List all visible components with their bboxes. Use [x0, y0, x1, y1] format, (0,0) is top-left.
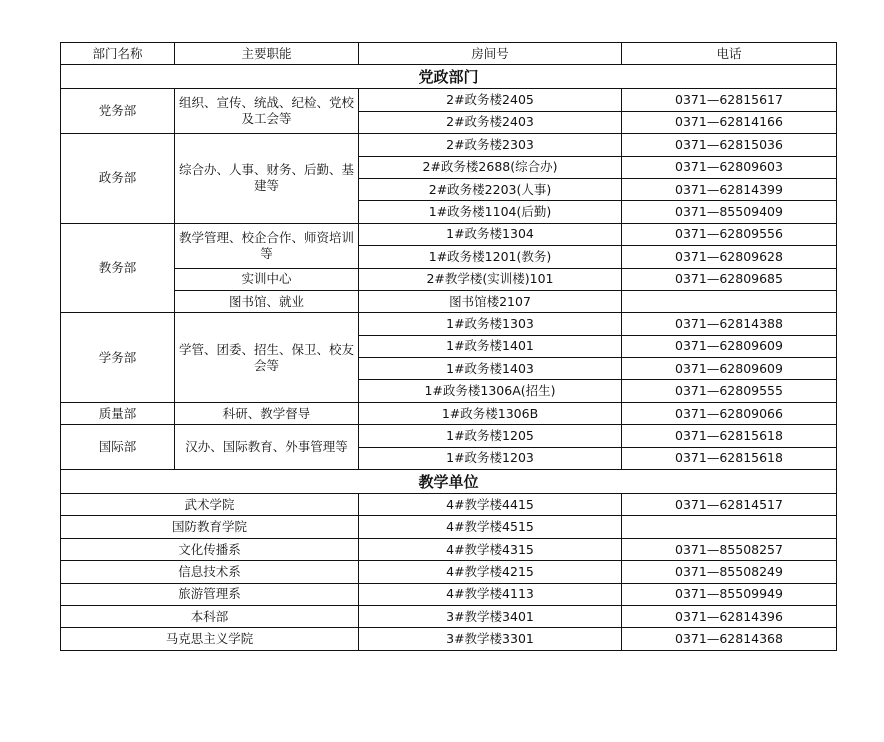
- unit-name: 马克思主义学院: [61, 628, 359, 650]
- unit-name: 武术学院: [61, 494, 359, 516]
- dept-duty: 综合办、人事、财务、后勤、基建等: [175, 134, 359, 224]
- header-phone: 电话: [622, 43, 837, 65]
- dept-name: 政务部: [61, 134, 175, 224]
- table-row: [61, 561, 837, 583]
- phone-cell: 0371—62814399: [622, 178, 837, 200]
- phone-cell: 0371—85509949: [622, 583, 837, 605]
- room-cell: 1#政务楼1303: [359, 313, 622, 335]
- room-cell: 1#政务楼1205: [359, 425, 622, 447]
- phone-cell: 0371—85509409: [622, 201, 837, 223]
- table-row: [61, 583, 837, 605]
- phone-cell: [622, 516, 837, 538]
- phone-cell: 0371—62815618: [622, 425, 837, 447]
- room-cell: 4#教学楼4215: [359, 561, 622, 583]
- phone-cell: [622, 290, 837, 312]
- dept-duty: 图书馆、就业: [175, 290, 359, 312]
- unit-name: 文化传播系: [61, 538, 359, 560]
- room-cell: 4#教学楼4113: [359, 583, 622, 605]
- phone-cell: 0371—62814368: [622, 628, 837, 650]
- table-row: [61, 605, 837, 627]
- phone-cell: 0371—62814517: [622, 494, 837, 516]
- dept-name: 党务部: [61, 89, 175, 134]
- phone-cell: 0371—62815618: [622, 447, 837, 469]
- dept-name: 国际部: [61, 425, 175, 470]
- dept-duty: 实训中心: [175, 268, 359, 290]
- table-row: [61, 494, 837, 516]
- phone-cell: 0371—62809685: [622, 268, 837, 290]
- room-cell: 1#政务楼1306B: [359, 402, 622, 424]
- table-row: [61, 290, 837, 312]
- section-title-teaching: 教学单位: [61, 470, 837, 494]
- section-title-party: 党政部门: [61, 65, 837, 89]
- table-row: [61, 628, 837, 650]
- room-cell: 2#政务楼2403: [359, 111, 622, 133]
- room-cell: 1#政务楼1401: [359, 335, 622, 357]
- header-row: [61, 43, 837, 65]
- dept-duty: 组织、宣传、统战、纪检、党校及工会等: [175, 89, 359, 134]
- room-cell: 1#政务楼1104(后勤): [359, 201, 622, 223]
- section-row: [61, 65, 837, 89]
- phone-cell: 0371—85508257: [622, 538, 837, 560]
- phone-cell: 0371—62814396: [622, 605, 837, 627]
- table-row: [61, 313, 837, 335]
- room-cell: 2#政务楼2405: [359, 89, 622, 111]
- phone-cell: 0371—62809603: [622, 156, 837, 178]
- directory-table: [60, 42, 837, 651]
- phone-cell: 0371—62809609: [622, 358, 837, 380]
- phone-cell: 0371—62814388: [622, 313, 837, 335]
- table-row: [61, 402, 837, 424]
- table-row: [61, 516, 837, 538]
- room-cell: 2#政务楼2203(人事): [359, 178, 622, 200]
- room-cell: 1#政务楼1203: [359, 447, 622, 469]
- table-row: [61, 223, 837, 245]
- phone-cell: 0371—62809066: [622, 402, 837, 424]
- room-cell: 2#政务楼2688(综合办): [359, 156, 622, 178]
- dept-duty: 学管、团委、招生、保卫、校友会等: [175, 313, 359, 403]
- phone-cell: 0371—62809556: [622, 223, 837, 245]
- room-cell: 4#教学楼4415: [359, 494, 622, 516]
- room-cell: 2#政务楼2303: [359, 134, 622, 156]
- room-cell: 4#教学楼4515: [359, 516, 622, 538]
- room-cell: 1#政务楼1306A(招生): [359, 380, 622, 402]
- unit-name: 本科部: [61, 605, 359, 627]
- table-row: [61, 425, 837, 447]
- room-cell: 1#政务楼1304: [359, 223, 622, 245]
- unit-name: 信息技术系: [61, 561, 359, 583]
- section-row: [61, 470, 837, 494]
- phone-cell: 0371—62809555: [622, 380, 837, 402]
- phone-cell: 0371—62814166: [622, 111, 837, 133]
- dept-name: 教务部: [61, 223, 175, 313]
- phone-cell: 0371—62809628: [622, 246, 837, 268]
- room-cell: 1#政务楼1201(教务): [359, 246, 622, 268]
- phone-cell: 0371—62815036: [622, 134, 837, 156]
- room-cell: 4#教学楼4315: [359, 538, 622, 560]
- header-duty: 主要职能: [175, 43, 359, 65]
- unit-name: 国防教育学院: [61, 516, 359, 538]
- phone-cell: 0371—85508249: [622, 561, 837, 583]
- dept-name: 学务部: [61, 313, 175, 403]
- dept-duty: 科研、教学督导: [175, 402, 359, 424]
- table-row: [61, 134, 837, 156]
- table-row: [61, 89, 837, 111]
- phone-cell: 0371—62809609: [622, 335, 837, 357]
- room-cell: 1#政务楼1403: [359, 358, 622, 380]
- header-dept: 部门名称: [61, 43, 175, 65]
- phone-cell: 0371—62815617: [622, 89, 837, 111]
- dept-duty: 汉办、国际教育、外事管理等: [175, 425, 359, 470]
- header-room: 房间号: [359, 43, 622, 65]
- room-cell: 3#教学楼3301: [359, 628, 622, 650]
- table-row: [61, 268, 837, 290]
- room-cell: 图书馆楼2107: [359, 290, 622, 312]
- room-cell: 3#教学楼3401: [359, 605, 622, 627]
- unit-name: 旅游管理系: [61, 583, 359, 605]
- dept-name: 质量部: [61, 402, 175, 424]
- room-cell: 2#教学楼(实训楼)101: [359, 268, 622, 290]
- table-row: [61, 538, 837, 560]
- dept-duty: 教学管理、校企合作、师资培训等: [175, 223, 359, 268]
